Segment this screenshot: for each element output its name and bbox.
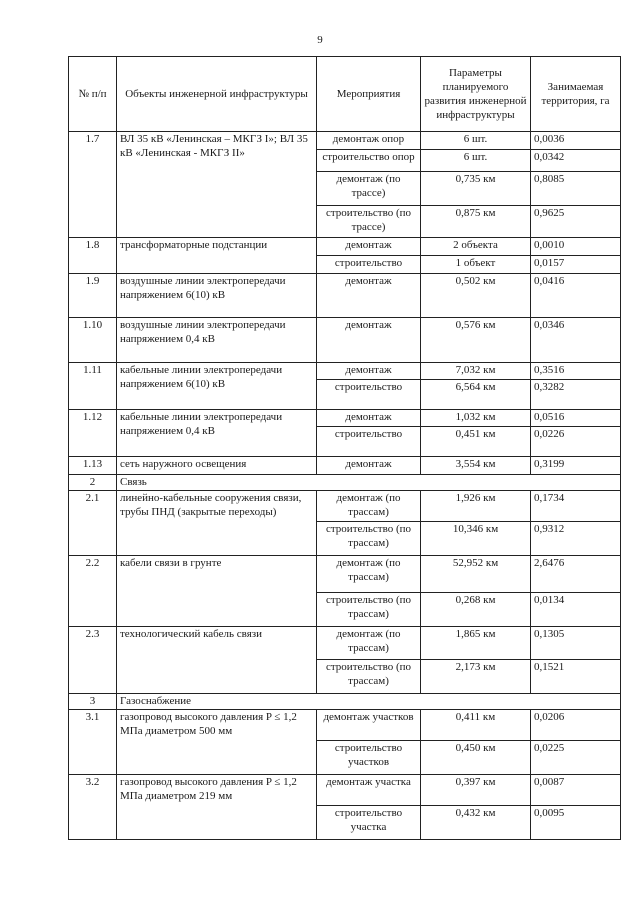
row-area: 0,0087 [531, 775, 621, 806]
table-row [69, 491, 621, 522]
row-param: 6 шт. [421, 150, 531, 172]
row-param: 1 объект [421, 256, 531, 274]
header-area: Занимаемая территория, га [531, 57, 621, 132]
row-num: 1.13 [69, 457, 117, 475]
row-param: 0,576 км [421, 318, 531, 363]
row-area: 0,9625 [531, 206, 621, 238]
table-row [69, 274, 621, 318]
table-row [69, 238, 621, 256]
row-action: демонтаж (по трассам) [317, 556, 421, 593]
row-area: 0,0342 [531, 150, 621, 172]
table-row [69, 457, 621, 475]
row-area: 0,0134 [531, 593, 621, 627]
row-param: 10,346 км [421, 522, 531, 556]
row-object: трансформаторные подстанции [117, 238, 317, 274]
row-area: 0,9312 [531, 522, 621, 556]
row-area: 2,6476 [531, 556, 621, 593]
row-action: демонтаж (по трассам) [317, 627, 421, 660]
row-num: 2.1 [69, 491, 117, 556]
row-area: 0,0157 [531, 256, 621, 274]
header-params: Параметры планируемого развития инженерной инфраструктуры [421, 57, 531, 132]
row-action: строительство [317, 427, 421, 457]
row-action: строительство [317, 380, 421, 410]
row-action: строительство (по трассам) [317, 593, 421, 627]
row-action: демонтаж (по трассе) [317, 172, 421, 206]
row-object: газопровод высокого давления P ≤ 1,2 МПа диаметром 219 мм [117, 775, 317, 840]
row-num: 3.1 [69, 710, 117, 775]
row-num: 1.11 [69, 363, 117, 410]
row-object: кабельные линии электропередачи напряжением 0,4 кВ [117, 410, 317, 457]
row-param: 0,397 км [421, 775, 531, 806]
row-action: строительство (по трассе) [317, 206, 421, 238]
table-row [69, 627, 621, 660]
row-param: 0,450 км [421, 741, 531, 775]
row-area: 0,0010 [531, 238, 621, 256]
section-row [69, 475, 621, 491]
row-param: 0,411 км [421, 710, 531, 741]
row-object: линейно-кабельные сооружения связи, трубы ПНД (закрытые переходы) [117, 491, 317, 556]
page-number: 9 [317, 34, 323, 46]
row-area: 0,1305 [531, 627, 621, 660]
row-action: строительство участков [317, 741, 421, 775]
row-area: 0,3516 [531, 363, 621, 380]
table-row [69, 556, 621, 593]
row-action: строительство (по трассам) [317, 522, 421, 556]
row-area: 0,0226 [531, 427, 621, 457]
row-object: кабельные линии электропередачи напряжением 6(10) кВ [117, 363, 317, 410]
row-object: сеть наружного освещения [117, 457, 317, 475]
row-num: 2.3 [69, 627, 117, 694]
row-object: кабели связи в грунте [117, 556, 317, 627]
row-area: 0,1521 [531, 660, 621, 694]
row-param: 52,952 км [421, 556, 531, 593]
table-header-row [69, 57, 621, 132]
row-param: 0,432 км [421, 806, 531, 840]
row-action: демонтаж [317, 410, 421, 427]
table-row [69, 775, 621, 806]
row-param: 1,865 км [421, 627, 531, 660]
row-area: 0,0206 [531, 710, 621, 741]
row-action: демонтаж опор [317, 132, 421, 150]
row-area: 0,0095 [531, 806, 621, 840]
row-area: 0,1734 [531, 491, 621, 522]
row-object: воздушные линии электропередачи напряжением 6(10) кВ [117, 274, 317, 318]
row-param: 0,268 км [421, 593, 531, 627]
row-area: 0,0346 [531, 318, 621, 363]
row-param: 6,564 км [421, 380, 531, 410]
row-num: 2 [69, 475, 117, 491]
row-action: демонтаж [317, 274, 421, 318]
row-num: 2.2 [69, 556, 117, 627]
header-action: Мероприятия [317, 57, 421, 132]
row-param: 1,926 км [421, 491, 531, 522]
row-area: 0,3282 [531, 380, 621, 410]
row-area: 0,3199 [531, 457, 621, 475]
row-object: ВЛ 35 кВ «Ленинская – МКГЗ I»; ВЛ 35 кВ «Ленинская - МКГЗ II» [117, 132, 317, 238]
row-param: 2 объекта [421, 238, 531, 256]
row-num: 1.7 [69, 132, 117, 238]
row-num: 1.9 [69, 274, 117, 318]
row-param: 1,032 км [421, 410, 531, 427]
header-num: № п/п [69, 57, 117, 132]
row-param: 0,875 км [421, 206, 531, 238]
row-object: технологический кабель связи [117, 627, 317, 694]
row-param: 6 шт. [421, 132, 531, 150]
row-object: воздушные линии электропередачи напряжением 0,4 кВ [117, 318, 317, 363]
section-title: Газоснабжение [117, 694, 621, 710]
row-num: 1.12 [69, 410, 117, 457]
row-action: демонтаж [317, 238, 421, 256]
table-row [69, 363, 621, 380]
row-area: 0,8085 [531, 172, 621, 206]
row-num: 1.10 [69, 318, 117, 363]
row-area: 0,0225 [531, 741, 621, 775]
row-action: строительство участка [317, 806, 421, 840]
row-param: 7,032 км [421, 363, 531, 380]
row-action: демонтаж участков [317, 710, 421, 741]
section-row [69, 694, 621, 710]
row-param: 0,735 км [421, 172, 531, 206]
table-row [69, 710, 621, 741]
row-area: 0,0516 [531, 410, 621, 427]
table-row [69, 132, 621, 150]
row-num: 3 [69, 694, 117, 710]
row-area: 0,0416 [531, 274, 621, 318]
row-num: 3.2 [69, 775, 117, 840]
row-num: 1.8 [69, 238, 117, 274]
row-area: 0,0036 [531, 132, 621, 150]
section-title: Связь [117, 475, 621, 491]
row-action: демонтаж [317, 457, 421, 475]
table-row [69, 410, 621, 427]
row-param: 0,451 км [421, 427, 531, 457]
row-action: демонтаж [317, 363, 421, 380]
infrastructure-table [68, 56, 621, 840]
header-object: Объекты инженерной инфраструктуры [117, 57, 317, 132]
row-action: строительство [317, 256, 421, 274]
table-body [69, 132, 621, 840]
row-action: строительство опор [317, 150, 421, 172]
table-row [69, 318, 621, 363]
row-action: демонтаж (по трассам) [317, 491, 421, 522]
row-object: газопровод высокого давления P ≤ 1,2 МПа диаметром 500 мм [117, 710, 317, 775]
row-param: 3,554 км [421, 457, 531, 475]
row-param: 0,502 км [421, 274, 531, 318]
row-param: 2,173 км [421, 660, 531, 694]
row-action: строительство (по трассам) [317, 660, 421, 694]
row-action: демонтаж [317, 318, 421, 363]
row-action: демонтаж участка [317, 775, 421, 806]
